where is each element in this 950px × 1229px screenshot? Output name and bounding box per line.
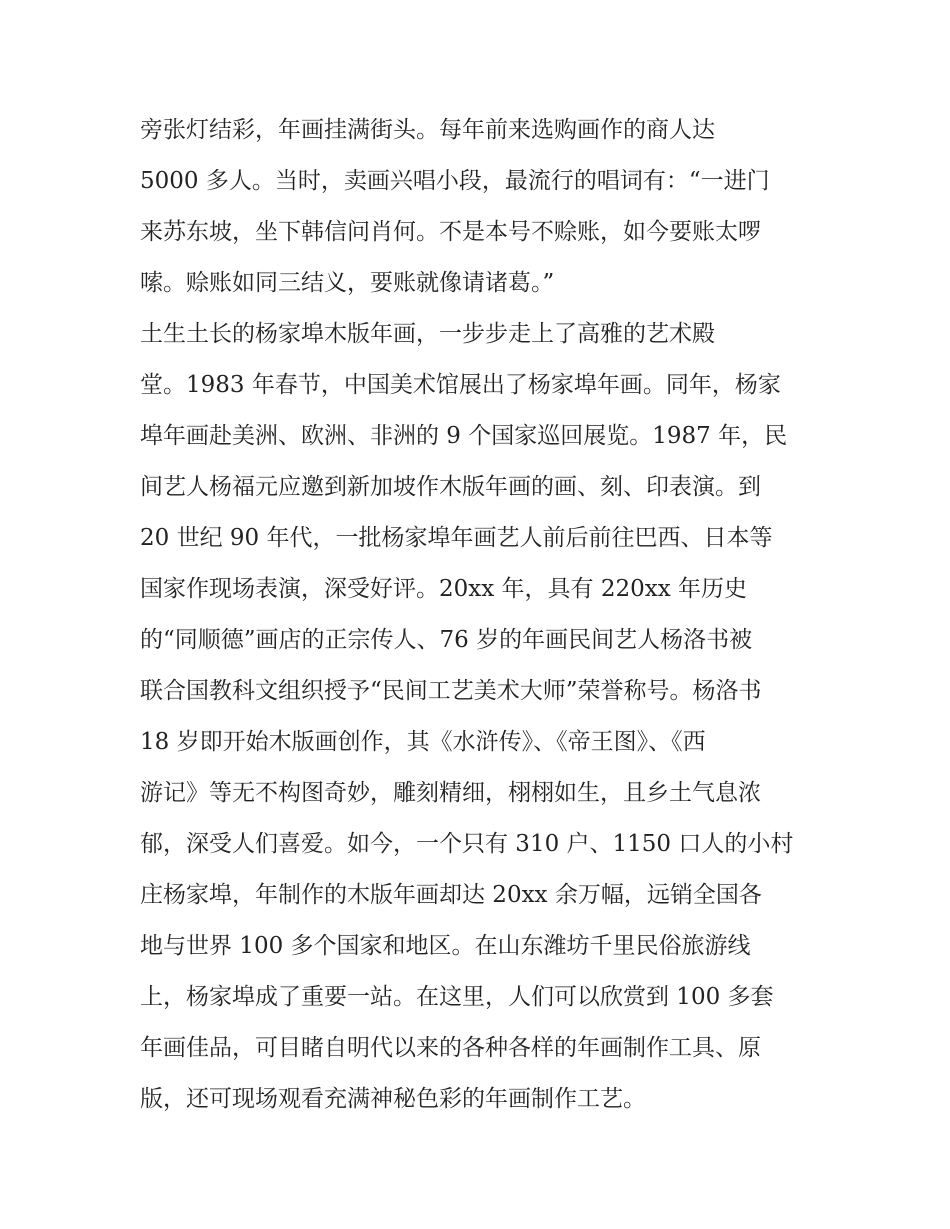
text-line: 旁张灯结彩，年画挂满街头。每年前来选购画作的商人达 <box>140 117 715 143</box>
text-line: 埠年画赴美洲、欧洲、非洲的 9 个国家巡回展览。1987 年，民 <box>140 423 788 449</box>
text-line: 来苏东坡，坐下韩信问肖何。不是本号不赊账，如今要账太啰 <box>140 219 761 245</box>
body-text <box>140 108 820 1128</box>
text-line: 游记》等无不构图奇妙，雕刻精细，栩栩如生，且乡土气息浓 <box>140 780 761 806</box>
text-line: 5000 多人。当时，卖画兴唱小段，最流行的唱词有：“一进门 <box>140 168 770 194</box>
text-line: 郁，深受人们喜爱。如今，一个只有 310 户、1150 口人的小村 <box>140 831 794 857</box>
text-line: 嗦。赊账如同三结义，要账就像请诸葛。” <box>140 270 555 296</box>
text-line: 20 世纪 90 年代，一批杨家埠年画艺人前后前往巴西、日本等 <box>140 525 773 551</box>
text-line: 地与世界 100 多个国家和地区。在山东潍坊千里民俗旅游线 <box>140 933 751 959</box>
text-line: 联合国教科文组织授予“民间工艺美术大师”荣誉称号。杨洛书 <box>140 678 762 704</box>
text-line: 庄杨家埠，年制作的木版年画却达 20xx 余万幅，远销全国各 <box>140 882 762 908</box>
text-line: 18 岁即开始木版画创作，其《水浒传》、《帝王图》、《西 <box>140 729 706 755</box>
text-line: 上，杨家埠成了重要一站。在这里，人们可以欣赏到 100 多套 <box>140 984 774 1010</box>
text-line: 间艺人杨福元应邀到新加坡作木版年画的画、刻、印表演。到 <box>140 474 761 500</box>
text-line: 堂。1983 年春节，中国美术馆展出了杨家埠年画。同年，杨家 <box>140 372 781 398</box>
text-line: 版，还可现场观看充满神秘色彩的年画制作工艺。 <box>140 1086 646 1112</box>
text-line: 年画佳品，可目睹自明代以来的各种各样的年画制作工具、原 <box>140 1035 761 1061</box>
text-line: 的“同顺德”画店的正宗传人、76 岁的年画民间艺人杨洛书被 <box>140 627 753 653</box>
text-line: 土生土长的杨家埠木版年画，一步步走上了高雅的艺术殿 <box>140 321 715 347</box>
text-line: 国家作现场表演，深受好评。20xx 年，具有 220xx 年历史 <box>140 576 747 602</box>
